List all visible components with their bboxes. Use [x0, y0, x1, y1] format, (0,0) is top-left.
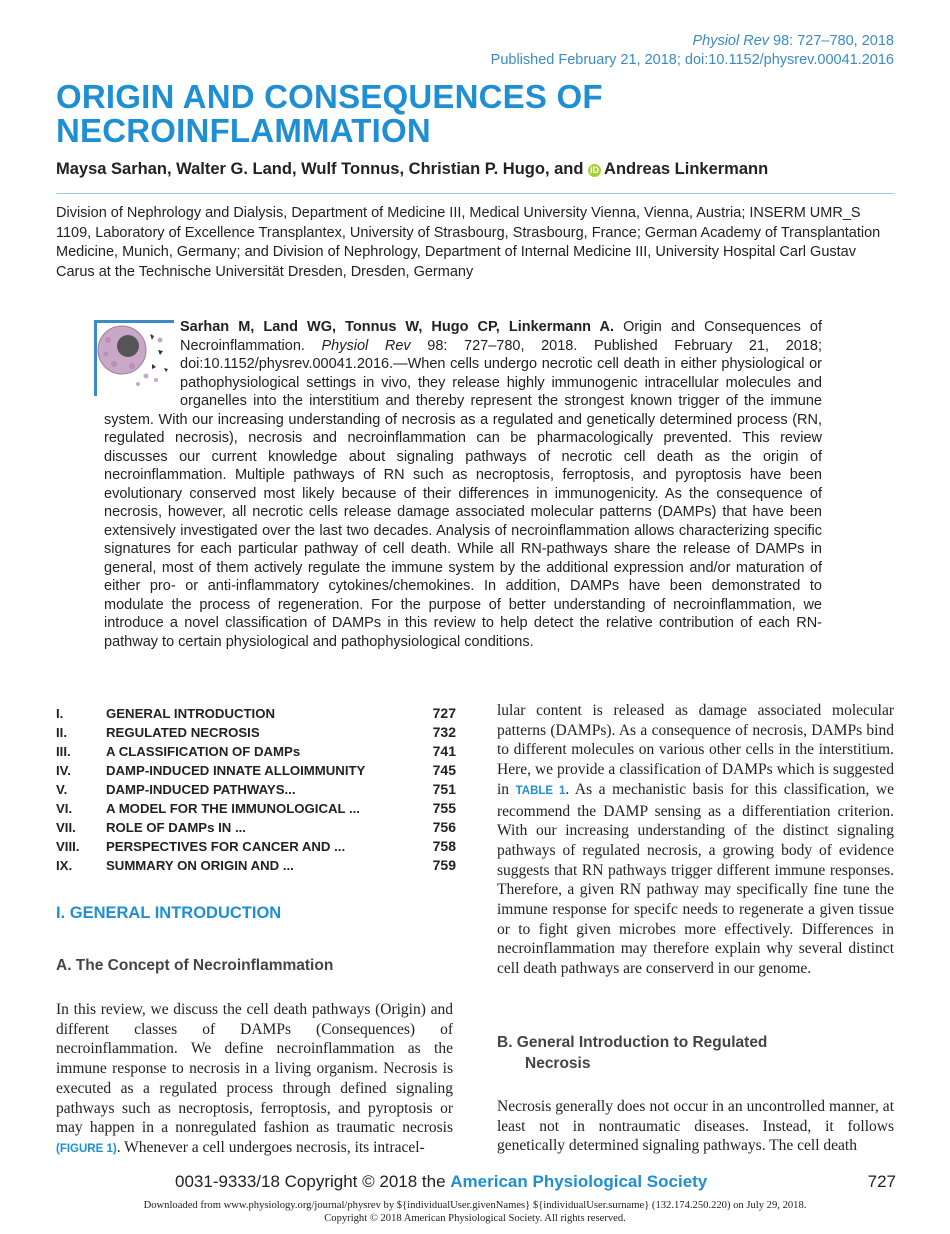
toc-number: VI.	[56, 801, 73, 816]
toc-title: SUMMARY ON ORIGIN AND ...	[106, 858, 294, 873]
author-list	[56, 160, 768, 179]
toc-title: DAMP-INDUCED INNATE ALLOIMMUNITY	[106, 763, 366, 778]
table-of-contents	[56, 704, 456, 875]
toc-page: 759	[432, 857, 456, 873]
subsection-b-line-1: B. General Introduction to Regulated	[497, 1034, 768, 1051]
orcid-icon[interactable]: iD	[590, 165, 600, 175]
toc-page: 745	[432, 762, 456, 778]
toc-row-8[interactable]	[56, 837, 456, 856]
left-column-paragraph	[56, 1000, 453, 1160]
toc-row-1[interactable]	[56, 704, 456, 723]
download-line-2: Copyright © 2018 American Physiological Society. All rights reserved.	[324, 1212, 626, 1224]
abstract-title: Origin and Consequences of Necroinflammation.	[180, 319, 822, 354]
figure-1-link[interactable]: (FIGURE 1)	[56, 1142, 117, 1155]
toc-title: PERSPECTIVES FOR CANCER AND ...	[106, 839, 346, 854]
article-title	[56, 80, 603, 148]
left-paragraph-text: In this review, we discuss the cell death pathways (Origin) and different classes of DAMPs (Consequences) of necroinflammation. We define necroinflammation as the immune response to necrosis in a living organism. Necrosis is executed as a regulated process through defined signaling pathways such as necroptosis, ferroptosis, and pyroptosis or may happen in a nonregulated fashion as traumatic necrosis	[56, 1001, 453, 1137]
right-column-paragraph-2: Necrosis generally does not occur in an uncontrolled manner, at least not in nontraumatic diseases. Instead, it follows genetically determined signaling pathways. The cell death	[497, 1098, 894, 1155]
right-column-paragraph-1	[497, 701, 894, 979]
subsection-b-line-2: Necrosis	[525, 1055, 591, 1072]
toc-page: 756	[432, 819, 456, 835]
journal-volume-pages: 98: 727–780, 2018	[773, 33, 894, 49]
copyright-text: 0031-9333/18 Copyright © 2018 the	[175, 1172, 451, 1191]
journal-name: Physiol Rev	[692, 33, 770, 49]
footer-copyright	[175, 1172, 707, 1192]
toc-row-3[interactable]	[56, 742, 456, 761]
toc-page: 727	[432, 705, 456, 721]
table-1-link[interactable]: TABLE 1	[515, 784, 566, 797]
graphical-abstract-thumbnail[interactable]	[94, 320, 174, 396]
download-notice	[0, 1200, 950, 1225]
published-doi-line: Published February 21, 2018; doi:10.1152/physrev.00041.2016	[490, 52, 894, 68]
society-name: American Physiological Society	[450, 1172, 708, 1191]
toc-title: DAMP-INDUCED PATHWAYS...	[106, 782, 296, 797]
toc-title: ROLE OF DAMPs IN ...	[106, 820, 246, 835]
toc-number: II.	[56, 725, 67, 740]
right-paragraph-text: lular content is released as damage associated molecular patterns (DAMPs). As a consequence of necrosis, DAMPs bind to different molecules on various other cells in the interstitium. Here, we provide a classification of DAMPs which is suggested in	[497, 702, 894, 798]
left-paragraph-continued: . Whenever a cell undergoes necrosis, its intracel-	[116, 1138, 425, 1156]
download-line-1: Downloaded from www.physiology.org/journal/physrev by ${individualUser.givenNames} ${individualUser.surname} (132.174.250.220) on July 29, 2018.	[143, 1200, 807, 1211]
toc-row-2[interactable]	[56, 723, 456, 742]
subsection-heading-regulated-necrosis	[497, 1032, 767, 1074]
title-line-2: NECROINFLAMMATION	[56, 112, 431, 149]
toc-number: V.	[56, 782, 68, 797]
header-divider	[56, 193, 894, 194]
toc-page: 755	[432, 800, 456, 816]
toc-row-7[interactable]	[56, 818, 456, 837]
toc-number: III.	[56, 744, 71, 759]
toc-title: A MODEL FOR THE IMMUNOLOGICAL ...	[106, 801, 360, 816]
right-paragraph-continued: . As a mechanistic basis for this classification, we recommend the DAMP sensing as a differentiation criterion. With our increasing understanding of the distinct signaling pathways of regulated necrosis, a growing body of evidence suggests that RN pathways trigger different immune responses. Therefore, a given RN pathway may specifically fine tune the immune response for specifc needs to regenerate a given tissue or to fight given microbes more effectively. Differences in necroinflammation may therefore explain why several distinct cell death pathways are conserverd in our genome.	[497, 780, 894, 978]
authors-main: Maysa Sarhan, Walter G. Land, Wulf Tonnus, Christian P. Hugo, and	[56, 160, 584, 178]
abstract	[104, 318, 822, 651]
toc-number: I.	[56, 706, 64, 721]
title-line-1: ORIGIN AND CONSEQUENCES OF	[56, 78, 603, 115]
toc-page: 751	[432, 781, 456, 797]
toc-title: REGULATED NECROSIS	[106, 725, 260, 740]
abstract-text: When cells undergo necrotic cell death in either physiological or pathophysiological settings in vivo, they release highly immunogenic intracellular molecules and organelles into the interstitium and thereby represent the strongest known trigger of the immune system. With our increasing understanding of necrosis as a regulated and genetically determined process (RN, regulated necrosis), necrosis and necroinflammation can be pharmacologically prevented. This review discusses our current knowledge about signaling pathways of necrotic cell death as the origin of necroinflammation. Multiple pathways of RN such as necroptosis, ferroptosis, and pyroptosis have been evolutionary conserved most likely because of their differences in immunogenicity. As the consequence of necrosis, however, all necrotic cells release damage associated molecular patterns (DAMPs) that have been extensively investigated over the last two decades. Analysis of necroinflammation allows characterizing specific signatures for each particular pathway of cell death. While all RN-pathways share the release of DAMPs in general, most of them actively regulate the immune system by the additional expression and/or maturation of either pro- or anti-inflammatory cytokines/chemokines. In addition, DAMPs have been demonstrated to modulate the process of regeneration. For the purpose of better understanding of necroinflammation, we introduce a novel classification of DAMPs in this review to help detect the relative contribution of each RN-pathway to certain physiological and pathophysiological conditions.	[104, 356, 822, 650]
abstract-authors: Sarhan M, Land WG, Tonnus W, Hugo CP, Linkermann A.	[180, 319, 615, 335]
toc-page: 732	[432, 724, 456, 740]
toc-number: VIII.	[56, 839, 80, 854]
toc-page: 758	[432, 838, 456, 854]
page-number: 727	[867, 1172, 896, 1191]
toc-row-5[interactable]	[56, 780, 456, 799]
author-last: Andreas Linkermann	[604, 160, 769, 178]
toc-row-4[interactable]	[56, 761, 456, 780]
subsection-heading-concept: A. The Concept of Necroinflammation	[56, 957, 334, 974]
abstract-citation: 98: 727–780, 2018. Published February 21, 2018; doi:10.1152/physrev.00041.2016.—	[180, 337, 822, 372]
toc-number: IX.	[56, 858, 73, 873]
toc-number: VII.	[56, 820, 76, 835]
section-heading-general-introduction: I. GENERAL INTRODUCTION	[56, 904, 282, 922]
toc-row-6[interactable]	[56, 799, 456, 818]
journal-citation	[491, 32, 894, 51]
toc-number: IV.	[56, 763, 71, 778]
journal-header	[491, 32, 894, 70]
toc-row-9[interactable]	[56, 856, 456, 875]
affiliation: Division of Nephrology and Dialysis, Department of Medicine III, Medical University Vienna, Vienna, Austria; INSERM UMR_S 1109, Laboratory of Excellence Transplantex, University of Strasbourg, Strasbourg, France; German Academy of Transplantation Medicine, Munich, Germany; and Division of Nephrology, Department of Internal Medicine III, University Hospital Carl Gustav Carus at the Technische Universität Dresden, Dresden, Germany	[56, 205, 881, 280]
toc-page: 741	[432, 743, 456, 759]
toc-title: A CLASSIFICATION OF DAMPs	[106, 744, 301, 759]
toc-title: GENERAL INTRODUCTION	[106, 706, 275, 721]
abstract-journal: Physiol Rev	[321, 337, 411, 354]
